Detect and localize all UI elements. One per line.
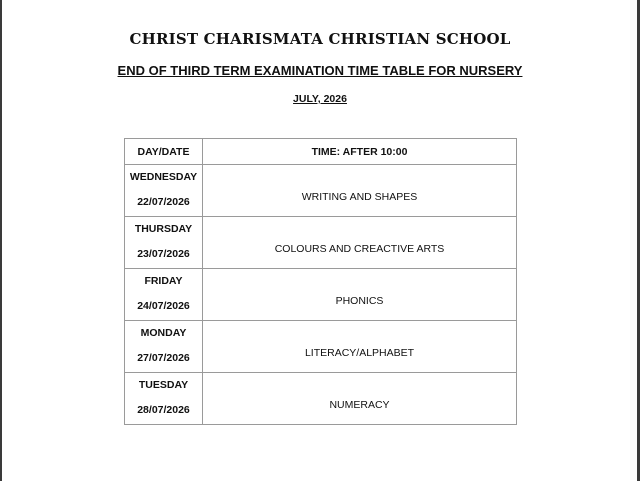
table-row (125, 269, 517, 321)
day-label: FRIDAY (144, 275, 183, 287)
subject-label: PHONICS (335, 294, 384, 307)
subject-cell (203, 269, 517, 321)
day-date-cell (125, 321, 203, 373)
subject-label: LITERACY/ALPHABET (304, 346, 415, 359)
subject-label: NUMERACY (329, 398, 390, 411)
subject-cell (203, 217, 517, 269)
day-date-cell (125, 269, 203, 321)
table-header-row (125, 139, 517, 165)
date-label: 24/07/2026 (137, 300, 190, 312)
subject-cell (203, 321, 517, 373)
date-label: 28/07/2026 (137, 404, 190, 416)
subject-label: WRITING AND SHAPES (301, 190, 418, 203)
date-label: 22/07/2026 (137, 196, 190, 208)
table-row (125, 165, 517, 217)
header-time: TIME: AFTER 10:00 (203, 139, 517, 165)
exam-timetable (124, 138, 517, 425)
subject-label: COLOURS AND CREACTIVE ARTS (274, 242, 445, 255)
exam-date: JULY, 2026 (293, 93, 347, 105)
school-name: CHRIST CHARISMATA CHRISTIAN SCHOOL (129, 30, 511, 48)
day-label: WEDNESDAY (129, 171, 198, 183)
exam-title: END OF THIRD TERM EXAMINATION TIME TABLE FOR NURSERY (117, 63, 523, 78)
header-day-date: DAY/DATE (125, 139, 203, 165)
day-date-cell (125, 165, 203, 217)
day-label: TUESDAY (138, 379, 189, 391)
date-label: 27/07/2026 (137, 352, 190, 364)
table-row (125, 373, 517, 425)
day-date-cell (125, 373, 203, 425)
subject-cell (203, 165, 517, 217)
table-row (125, 321, 517, 373)
table-row (125, 217, 517, 269)
subject-cell (203, 373, 517, 425)
day-label: MONDAY (140, 327, 187, 339)
day-date-cell (125, 217, 203, 269)
day-label: THURSDAY (134, 223, 193, 235)
date-label: 23/07/2026 (137, 248, 190, 260)
